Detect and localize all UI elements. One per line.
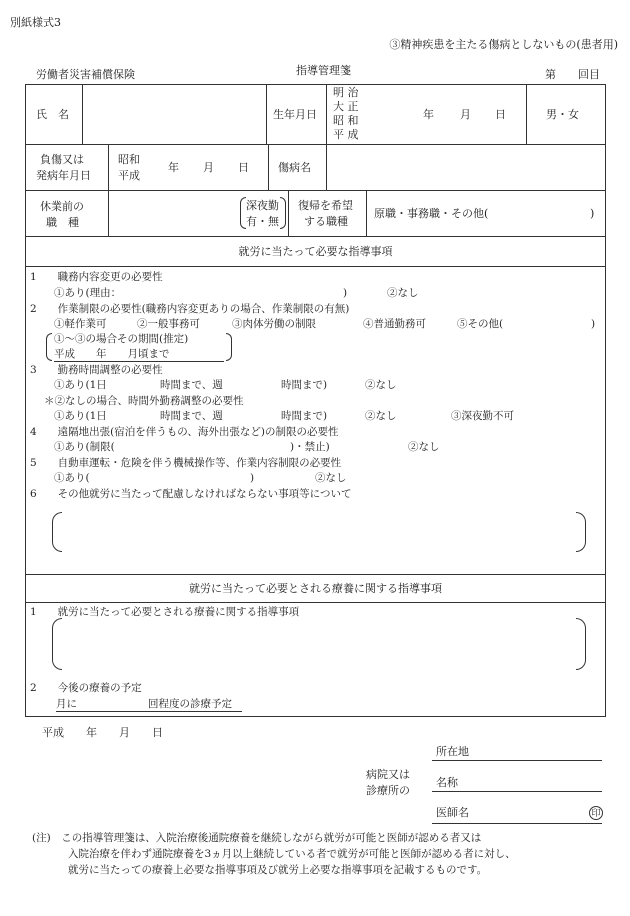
section2-title: 就労に当たって必要とされる療養に関する指導事項 — [189, 582, 442, 595]
return-job-close: ) — [590, 207, 595, 220]
item3-overtime-note: ＊②なしの場合、時間外勤務調整の必要性 — [44, 395, 244, 407]
item2-option-physical[interactable]: ③肉体労働の制限 — [232, 318, 316, 330]
form-subtitle: ③精神疾患を主たる傷病としないもの(患者用) — [389, 38, 618, 51]
item3-option-yes-hours-week: 時間まで) — [281, 379, 328, 391]
restriction-period-date[interactable]: 平成 年 月頃まで — [54, 348, 170, 360]
section1-title: 就労に当たって必要な指導事項 — [238, 245, 393, 258]
visit-frequency-suffix: 回程度の診療予定 — [148, 698, 232, 710]
disease-field[interactable] — [328, 146, 604, 188]
care-item2-heading: 2 今後の療養の予定 — [30, 682, 142, 694]
job-field[interactable] — [110, 192, 236, 234]
era-showa[interactable]: 昭 和 — [333, 114, 359, 127]
form-number: 別紙様式3 — [10, 16, 61, 29]
job-label-2: 職 種 — [46, 216, 79, 229]
note-line-1: (注) この指導管理箋は、入院治療後通院療養を継続しながら就労が可能と医師が認める者又は — [32, 832, 482, 844]
item1-option-yes[interactable]: ①あり(理由： — [54, 287, 122, 299]
item4-option-yes[interactable]: ①あり(制限( — [54, 441, 115, 453]
injury-date-label-2: 発病年月日 — [36, 169, 91, 182]
item2-heading: 2 作業制限の必要性(職務内容変更ありの場合、作業制限の有無) — [30, 303, 350, 315]
injury-date-label-1: 負傷又は — [40, 153, 84, 166]
item3-overtime-hours-week: 時間まで) — [281, 410, 328, 422]
item1-option-yes-close: ) — [343, 287, 348, 299]
care-item1-heading: 1 就労に当たって必要とされる療養に関する指導事項 — [30, 606, 300, 618]
item6-heading: 6 その他就労に当たって配慮しなければならない事項等について — [30, 488, 352, 500]
number-prefix: 第 — [545, 68, 556, 81]
item3-no-night-work[interactable]: ③深夜勤不可 — [451, 410, 514, 422]
insurance-name: 労働者災害補償保険 — [36, 68, 135, 81]
name-field[interactable] — [84, 86, 264, 142]
item2-option-normal[interactable]: ④普通勤務可 — [363, 318, 426, 330]
item4-option-no[interactable]: ②なし — [408, 441, 440, 453]
document-title: 指導管理箋 — [296, 64, 351, 77]
injury-era-showa[interactable]: 昭和 — [118, 153, 140, 166]
return-job-label-1: 復帰を希望 — [298, 199, 353, 212]
item4-heading: 4 遠隔地出張(宿泊を伴うもの、海外出張など)の制限の必要性 — [30, 426, 339, 438]
job-label-1: 休業前の — [40, 200, 84, 213]
item3-option-yes-hours-day: 時間まで、週 — [160, 379, 223, 391]
injury-day: 日 — [238, 161, 249, 174]
item3-heading: 3 勤務時間調整の必要性 — [30, 364, 163, 376]
note-line-3: 就労に当たっての療養上必要な指導事項及び就労上必要な指導事項を記載するものです。 — [68, 864, 488, 876]
return-job-label-2: する職種 — [304, 215, 348, 228]
number-suffix: 回目 — [578, 68, 600, 81]
hospital-label-2: 診療所の — [366, 784, 410, 797]
item3-option-no[interactable]: ②なし — [365, 379, 397, 391]
era-heisei[interactable]: 平 成 — [333, 128, 359, 141]
era-taisho[interactable]: 大 正 — [333, 100, 359, 113]
note-line-2: 入院治療を伴わず通院療養を3ヵ月以上継続している者で就労が可能と医師が認める者に対し、 — [68, 848, 516, 860]
return-job-options[interactable]: 原職・事務職・その他( — [374, 207, 489, 220]
doctor-name-label: 医師名 — [436, 806, 469, 819]
restriction-period-label: ①～③の場合その期間(推定) — [54, 333, 189, 345]
issue-date[interactable]: 平成 年 月 日 — [42, 726, 163, 739]
facility-name-label: 名称 — [436, 776, 458, 789]
item5-heading: 5 自動車運転・危険を伴う機械操作等、作業内容制限の必要性 — [30, 457, 342, 469]
injury-year: 年 — [168, 161, 179, 174]
night-work-option[interactable]: 有・無 — [246, 215, 279, 228]
injury-era-heisei[interactable]: 平成 — [118, 169, 140, 182]
birth-month: 月 — [460, 108, 471, 121]
injury-month: 月 — [203, 161, 214, 174]
era-meiji[interactable]: 明 治 — [333, 86, 359, 99]
item1-option-no[interactable]: ②なし — [387, 287, 419, 299]
sex-option[interactable]: 男・女 — [546, 108, 579, 121]
item3-overtime-no[interactable]: ②なし — [365, 410, 397, 422]
address-label: 所在地 — [436, 745, 469, 758]
item1-heading: 1 職務内容変更の必要性 — [30, 271, 163, 283]
birth-label: 生年月日 — [273, 108, 317, 121]
item2-option-light[interactable]: ①軽作業可 — [54, 318, 107, 330]
item3-overtime-yes[interactable]: ①あり(1日 — [54, 410, 107, 422]
item5-option-yes[interactable]: ①あり( — [54, 472, 90, 484]
item3-overtime-hours-day: 時間まで、週 — [160, 410, 223, 422]
item3-option-yes[interactable]: ①あり(1日 — [54, 379, 107, 391]
item2-option-other[interactable]: ⑤その他( — [457, 318, 504, 330]
care-item1-field[interactable] — [64, 620, 574, 668]
disease-label: 傷病名 — [278, 161, 311, 174]
item2-option-office[interactable]: ②一般事務可 — [137, 318, 200, 330]
seal-icon: 印 — [589, 806, 603, 820]
night-work-label: 深夜勤 — [246, 199, 279, 212]
birth-day: 日 — [495, 108, 506, 121]
hospital-label-1: 病院又は — [366, 768, 410, 781]
item5-option-yes-close: ) — [250, 472, 255, 484]
visit-frequency-prefix: 月に — [56, 698, 77, 710]
birth-year: 年 — [423, 108, 434, 121]
item6-field[interactable] — [64, 514, 574, 550]
item5-option-no[interactable]: ②なし — [315, 472, 347, 484]
item2-option-other-close: ) — [591, 318, 596, 330]
item4-option-prohibit[interactable]: )・禁止) — [290, 441, 330, 453]
name-label: 氏 名 — [36, 108, 69, 121]
